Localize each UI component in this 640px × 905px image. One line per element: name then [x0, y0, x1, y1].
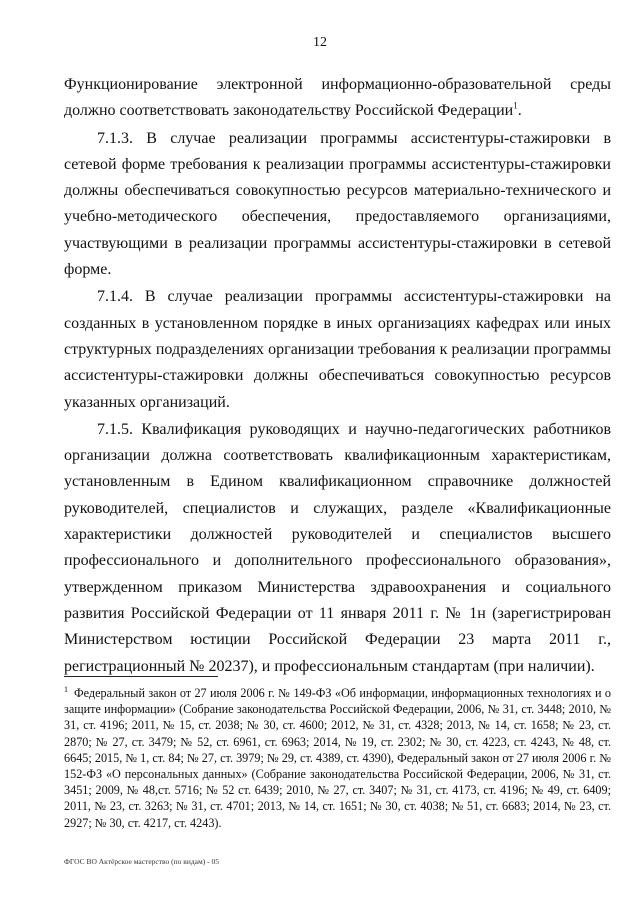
paragraph-7-1-3: 7.1.3. В случае реализации программы ассистентуры-стажировки в сетевой форме требования к реализации программы ассистентуры-стажировки должны обеспечиваться совокупностью ресурсов материально-технического и учебно-методического обеспечения, предоставляемого организациями, участвующими в реализации программы ассистентуры-стажировки в сетевой форме.	[64, 129, 611, 279]
footnote-reference[interactable]: 1	[513, 100, 518, 111]
footnote-divider	[64, 676, 218, 677]
paragraph-1-text: Функционирование электронной информационно-образовательной среды должно соответствовать законодательству Российской Федерации	[64, 76, 611, 120]
paragraph-1	[64, 72, 611, 125]
footnote-mark: 1	[64, 684, 68, 694]
page-number: 12	[313, 35, 327, 50]
paragraph-7-1-4: 7.1.4. В случае реализации программы ассистентуры-стажировки на созданных в установленном порядке в иных организациях кафедрах или иных структурных подразделениях организации требования к реализации программы ассистентуры-стажировки должны обеспечиваться совокупностью ресурсов указанных организаций.	[64, 288, 611, 411]
paragraph-7-1-5: 7.1.5. Квалификация руководящих и научно-педагогических работников организации должна соответствовать квалификационным характеристикам, установленным в Едином квалификационном справочнике должностей руководителей, специалистов и служащих, разделе «Квалификационные характеристики должностей руководителей и специалистов высшего профессионального и дополнительного профессионального образования», утвержденном приказом Министерства здравоохранения и социального развития Российской Федерации от 11 января 2011 г. № 1н (зарегистрирован Министерством юстиции Российской Федерации 23 марта 2011 г., регистрационный № 20237), и профессиональным стандартам (при наличии).	[64, 420, 611, 675]
main-text	[64, 72, 611, 680]
footnote	[64, 685, 611, 831]
paragraph-1-end: .	[517, 102, 522, 120]
document-footer: ФГОС ВО Актёрское мастерство (по видам) - 05	[64, 857, 219, 866]
footnote-text: Федеральный закон от 27 июля 2006 г. № 149-ФЗ «Об информации, информационных технологиях и о защите информации» (Собрание законодательства Российской Федерации, 2006, № 31, ст. 3448; 2010, № 31, ст. 4196; 2011, № 15, ст. 2038; № 30, ст. 4600; 2012, № 31, ст. 4328; 2013, № 14, ст. 1658; № 23, ст. 2870; № 27, ст. 3479; № 52, ст. 6961, ст. 6963; 2014, № 19, ст. 2302; № 30, ст. 4223, ст. 4243, № 48, ст. 6645; 2015, № 1, ст. 84; № 27, ст. 3979; № 29, ст. 4389, ст. 4390), Федеральный закон от 27 июля 2006 г. № 152-ФЗ «О персональных данных» (Собрание законодательства Российской Федерации, 2006, № 31, ст. 3451; 2009, № 48,ст. 5716; № 52 ст. 6439; 2010, № 27, ст. 3407; № 31, ст. 4173, ст. 4196; № 49, ст. 6409; 2011, № 23, ст. 3263; № 31, ст. 4701; 2013, № 14, ст. 1651; № 30, ст. 4038; № 51, ст. 6683; 2014, № 23, ст. 2927; № 30, ст. 4217, ст. 4243).	[64, 686, 611, 830]
